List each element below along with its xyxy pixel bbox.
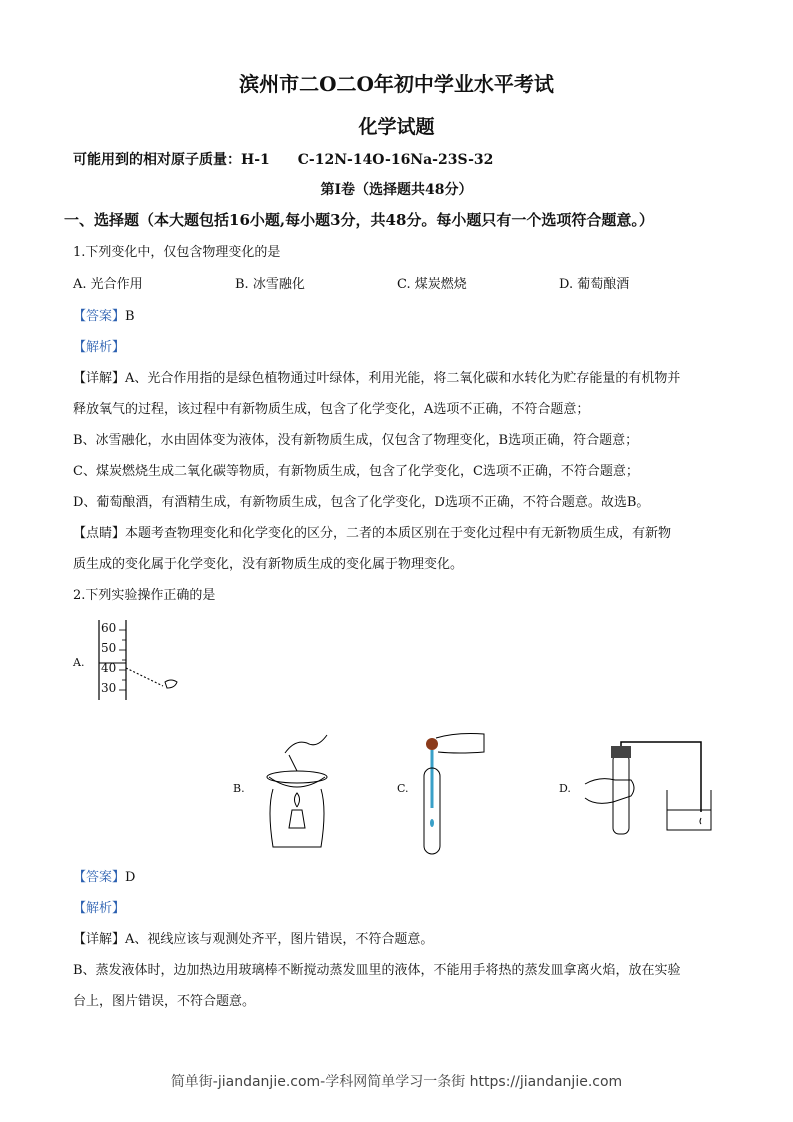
footer-watermark: 简单街-jiandanjie.com-学科网简单学习一条街 https://jiandanjie.com [170,1074,623,1090]
tick-30: 30 [101,681,117,695]
answer-tag: 【答案】 [73,870,126,885]
dropper-figure [410,728,485,858]
q2-analysis-tag: 【解析】 [73,901,126,916]
q1-answer [73,308,135,326]
q2-answer [73,869,135,887]
q1-prompt: 1.下列变化中，仅包含物理变化的是 [73,245,281,260]
tip-tag: 【点睛】 [73,526,126,541]
detail-text: A、光合作用指的是绿色植物通过叶绿体，利用光能，将二氧化碳和水转化为贮存能量的有机物并 [125,371,681,386]
part-heading: 第I卷（选择题共48分） [320,182,473,198]
q1-detail-4: D、葡萄酿酒，有酒精生成，有新物质生成，包含了化学变化，D选项不正确，不符合题意。故选B。 [73,495,650,510]
q2-detail-2: 台上，图片错误，不符合题意。 [73,994,256,1009]
q1-option-b: B. 冰雪融化 [235,277,305,292]
q1-analysis-tag: 【解析】 [73,340,126,355]
section-heading: 一、选择题（本大题包括16小题,每小题3分，共48分。每小题只有一个选项符合题意。） [64,211,654,229]
q2-detail-1: B、蒸发液体时，边加热边用玻璃棒不断搅动蒸发皿里的液体，不能用手将热的蒸发皿拿离火焰，放在实验 [73,963,681,978]
q1-detail-0 [73,370,680,388]
tick-50: 50 [101,641,117,655]
evaporation-figure [255,733,335,858]
q2-prompt: 2.下列实验操作正确的是 [73,588,216,603]
figure-d-label: D. [559,782,571,795]
answer-tag: 【答案】 [73,309,126,324]
airtightness-check-figure [583,740,713,835]
atomic-mass: 可能用到的相对原子质量：H-1 C-12N-14O-16Na-23S-32 [73,152,494,168]
q1-detail-2: B、冰雪融化，水由固体变为液体，没有新物质生成，仅包含了物理变化，B选项正确，符合题意； [73,433,639,448]
q1-option-d: D. 葡萄酿酒 [559,277,630,292]
q1-option-a: A. 光合作用 [73,277,143,292]
exam-title: 滨州市二O二O年初中学业水平考试 [239,72,554,96]
exam-subtitle: 化学试题 [358,116,435,138]
detail-tag: 【详解】 [73,932,126,947]
answer-value: D [125,870,136,885]
q1-detail-1: 释放氧气的过程，该过程中有新物质生成，包含了化学变化，A选项不正确，不符合题意； [73,402,590,417]
tip-text: 本题考查物理变化和化学变化的区分，二者的本质区别在于变化过程中有无新物质生成，有新物 [125,526,672,541]
q1-detail-3: C、煤炭燃烧生成二氧化碳等物质，有新物质生成，包含了化学变化，C选项不正确，不符合题意； [73,464,639,479]
tick-60: 60 [101,621,117,635]
q1-tip-1: 质生成的变化属于化学变化，没有新物质生成的变化属于物理变化。 [73,557,464,572]
q2-detail-0 [73,931,433,949]
figure-c-label: C. [397,782,409,795]
detail-tag: 【详解】 [73,371,126,386]
tick-40: 40 [101,661,117,675]
answer-value: B [125,309,135,324]
q1-tip-0 [73,525,671,543]
figure-b-label: B. [233,782,245,795]
detail-text: A、视线应该与观测处齐平，图片错误，不符合题意。 [125,932,434,947]
figure-a-label: A. [73,656,85,669]
q1-option-c: C. 煤炭燃烧 [397,277,467,292]
